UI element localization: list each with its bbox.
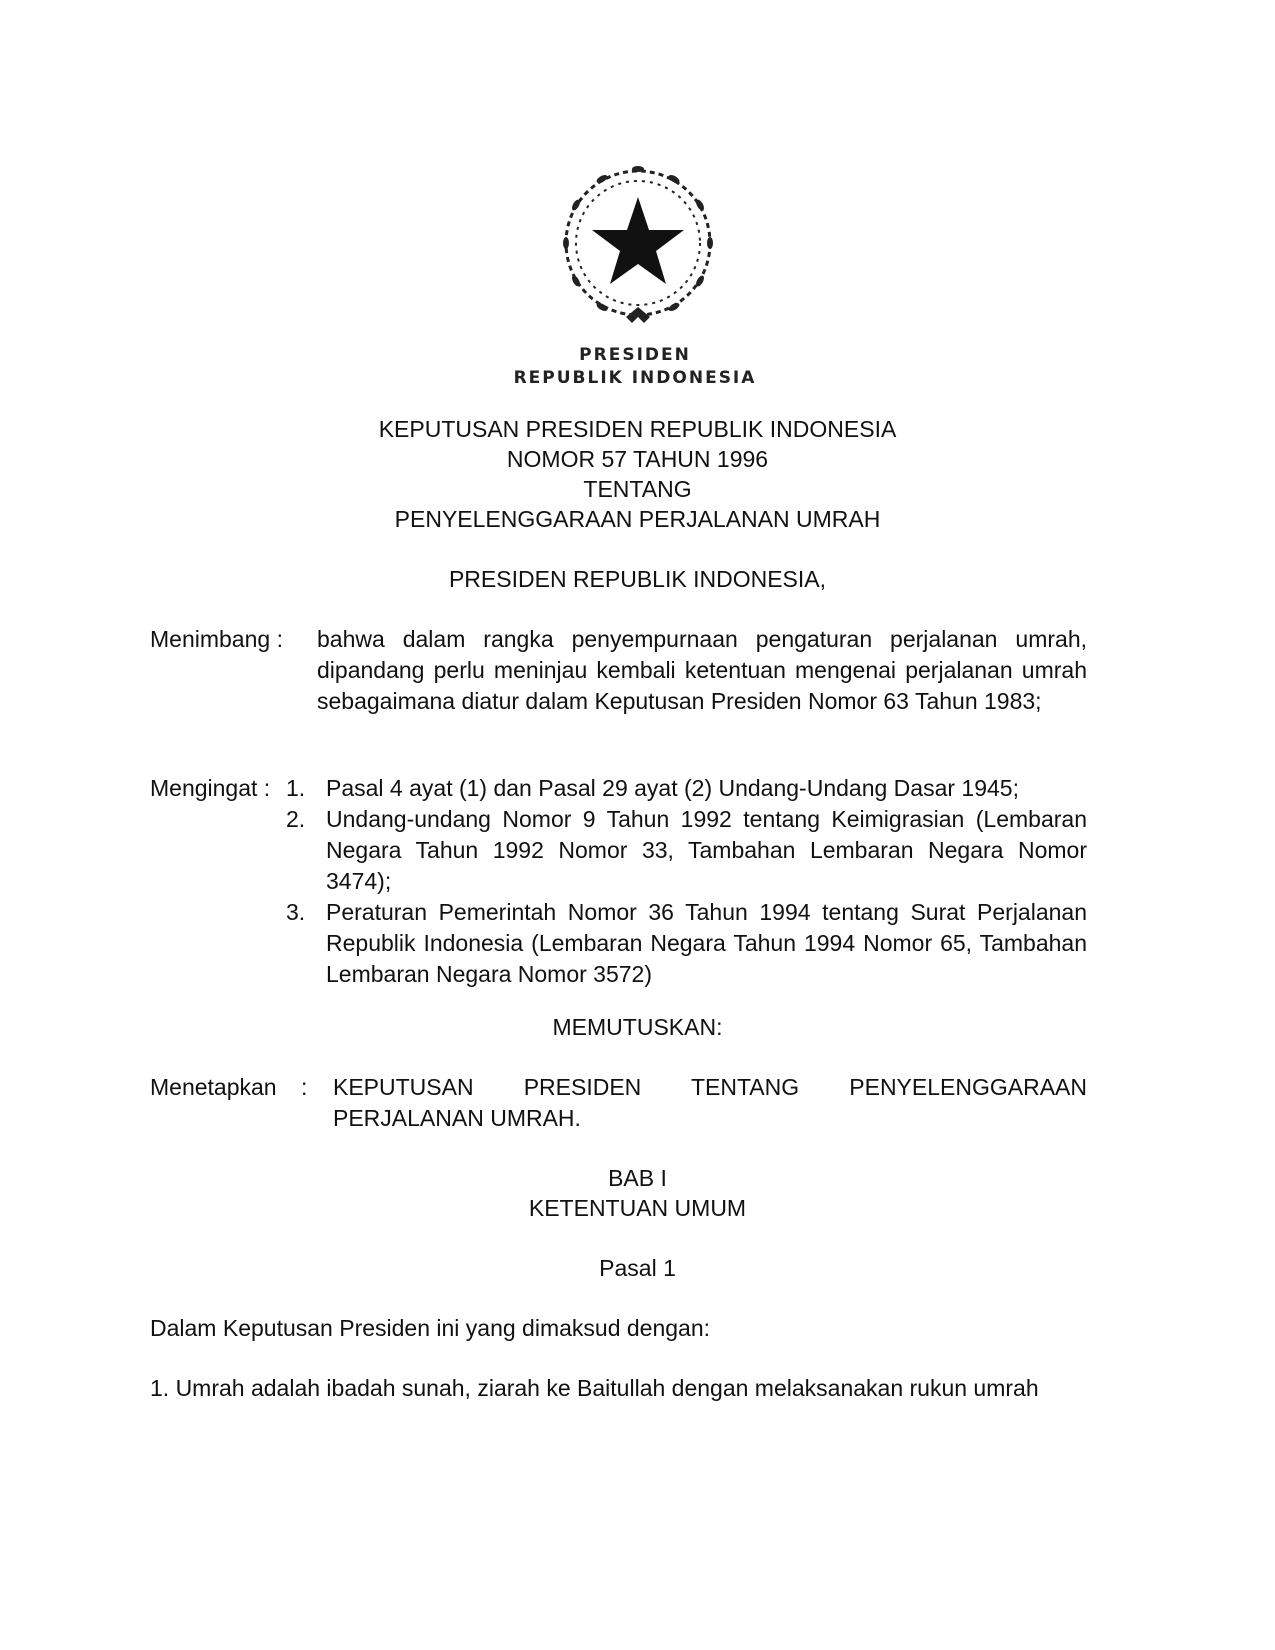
article-heading: Pasal 1: [599, 1255, 676, 1281]
mengingat-item-text: Peraturan Pemerintah Nomor 36 Tahun 1994 tentang Surat Perjalanan Republik Indonesia (Lembaran Negara Tahun 1994 Nomor 65, Tambahan Lembaran Negara Nomor 3572): [326, 899, 1087, 987]
menetapkan-text: KEPUTUSAN PRESIDEN TENTANG PENYELENGGARAAN PERJALANAN UMRAH.: [333, 1074, 1087, 1131]
menimbang-label: Menimbang :: [150, 626, 283, 652]
decree-title: KEPUTUSAN PRESIDEN REPUBLIK INDONESIA: [378, 416, 897, 442]
mengingat-item-number: 1.: [286, 775, 306, 801]
issuer-line: PRESIDEN REPUBLIK INDONESIA,: [448, 566, 827, 592]
decree-about-label: TENTANG: [583, 476, 692, 502]
mengingat-item-text: Undang-undang Nomor 9 Tahun 1992 tentang Keimigrasian (Lembaran Negara Tahun 1992 Nomor 33, Tambahan Lembaran Negara Nomor 3474);: [326, 806, 1087, 894]
chapter-title: KETENTUAN UMUM: [528, 1195, 747, 1221]
emblem-caption-line2: REPUBLIK INDONESIA: [513, 368, 757, 388]
mengingat-item-text: Pasal 4 ayat (1) dan Pasal 29 ayat (2) Undang-Undang Dasar 1945;: [326, 775, 1019, 801]
mengingat-item-number: 2.: [286, 806, 306, 832]
presidential-star-wreath-icon: [548, 155, 728, 335]
menetapkan-colon: :: [301, 1074, 308, 1100]
definitions-intro: Dalam Keputusan Presiden ini yang dimaksud dengan:: [150, 1315, 711, 1341]
menetapkan-label: Menetapkan: [150, 1074, 277, 1100]
decree-subject: PENYELENGGARAAN PERJALANAN UMRAH: [394, 506, 881, 532]
emblem-caption-line1: PRESIDEN: [579, 345, 691, 365]
mengingat-label: Mengingat :: [150, 775, 271, 801]
chapter-number: BAB I: [608, 1165, 667, 1191]
menimbang-text: bahwa dalam rangka penyempurnaan pengaturan perjalanan umrah, dipandang perlu meninjau kembali ketentuan mengenai perjalanan umrah sebagaimana diatur dalam Keputusan Presiden Nomor 63 Tahun 1983;: [317, 626, 1087, 714]
decree-number: NOMOR 57 TAHUN 1996: [506, 446, 769, 472]
definition-item: 1. Umrah adalah ibadah sunah, ziarah ke Baitullah dengan melaksanakan rukun umrah: [150, 1375, 1039, 1401]
mengingat-item-number: 3.: [286, 899, 306, 925]
memutuskan-heading: MEMUTUSKAN:: [552, 1014, 723, 1040]
